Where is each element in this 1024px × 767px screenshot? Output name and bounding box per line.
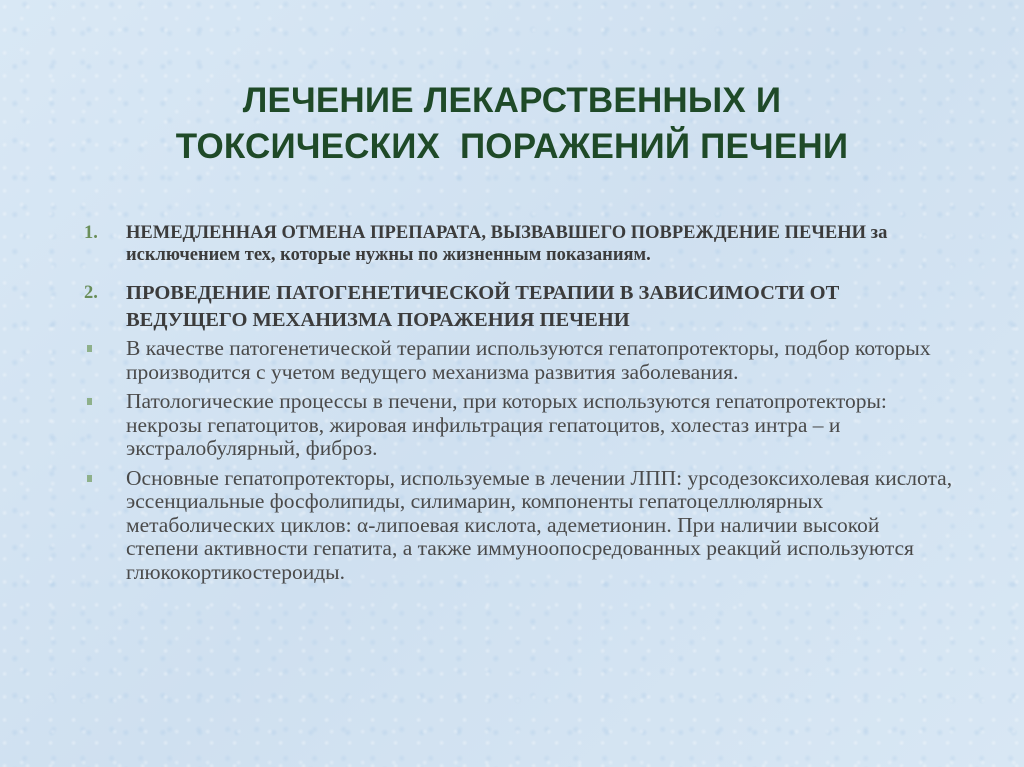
numbered-item-2	[84, 280, 954, 334]
bullet-text: Патологические процессы в печени, при которых используются гепатопротекторы: некрозы гепатоцитов, жировая инфильтрация гепатоцитов, холестаз интра – и экстралобулярный, фиброз.	[126, 389, 887, 460]
bullet-text: В качестве патогенетической терапии используются гепатопротекторы, подбор которых производится с учетом ведущего механизма развития заболевания.	[126, 336, 931, 384]
bullet-item-3	[84, 467, 954, 585]
item-text: ПРОВЕДЕНИЕ ПАТОГЕНЕТИЧЕСКОЙ ТЕРАПИИ В ЗАВИСИМОСТИ ОТ ВЕДУЩЕГО МЕХАНИЗМА ПОРАЖЕНИЯ ПЕЧЕНИ	[126, 282, 840, 331]
item-number: 2.	[84, 283, 98, 303]
slide-title-line-1: ЛЕЧЕНИЕ ЛЕКАРСТВЕННЫХ И	[242, 81, 782, 120]
bullet-item-1	[84, 337, 954, 384]
slide-title	[60, 78, 964, 170]
item-number: 1.	[84, 223, 98, 243]
item-text: НЕМЕДЛЕННАЯ ОТМЕНА ПРЕПАРАТА, ВЫЗВАВШЕГО ПОВРЕЖДЕНИЕ ПЕЧЕНИ за исключением тех, которые нужны по жизненным показаниям.	[126, 223, 888, 265]
slide-title-line-2: ТОКСИЧЕСКИХ ПОРАЖЕНИЙ ПЕЧЕНИ	[175, 127, 849, 166]
slide-body	[84, 222, 954, 590]
bullet-marker-icon	[87, 345, 92, 352]
bullet-text: Основные гепатопротекторы, используемые в лечении ЛПП: урсодезоксихолевая кислота, эссенциальные фосфолипиды, силимарин, компоненты гепатоцеллюлярных метаболических циклов: α-липоевая кислота, адеметионин. При наличии высокой степени активности гепатита, а также иммуноопосредованных реакций используются глюкокортикостероиды.	[126, 465, 953, 584]
bullet-item-2	[84, 390, 954, 461]
numbered-item-1	[84, 222, 954, 266]
bullet-marker-icon	[87, 475, 92, 482]
bullet-marker-icon	[87, 398, 92, 405]
